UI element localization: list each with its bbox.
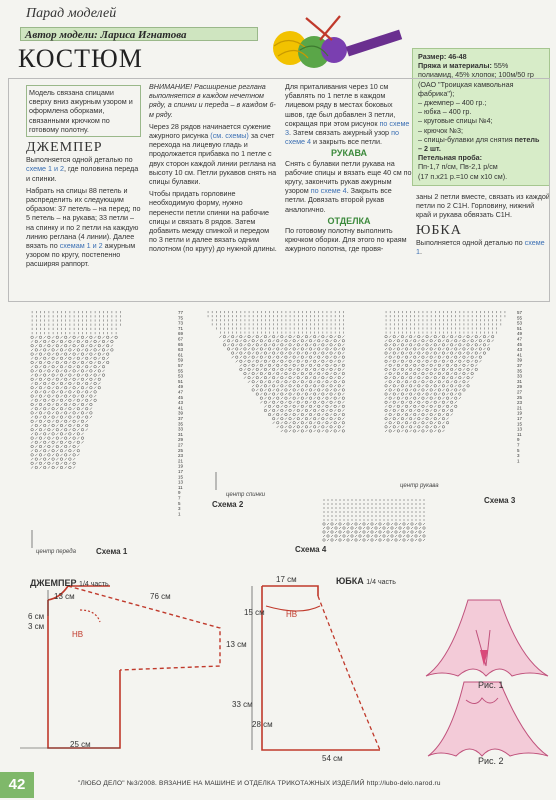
scheme-4-grid	[323, 499, 425, 541]
sleeve-heading: РУКАВА	[330, 148, 368, 159]
gauge-heading: Петельная проба:	[418, 153, 483, 163]
row-number: 53	[517, 320, 523, 326]
jumper-pattern-title: ДЖЕМПЕР 1/4 часть	[30, 578, 109, 588]
intro-text: Модель связана спицами сверху вниз ажурным узором и оформлена оборками, связанными крючком по готовому полотну.	[26, 85, 141, 137]
row-number: 31	[517, 378, 523, 384]
row-number: 21	[517, 405, 523, 411]
trim-heading: ОТДЕЛКА	[327, 215, 371, 226]
row-number: 71	[178, 325, 184, 331]
jumper-dim-76: 76 см	[150, 592, 171, 601]
row-number: 17	[517, 416, 523, 421]
row-number: 5	[517, 447, 520, 453]
scheme-2-note: центр спинки	[226, 492, 266, 498]
scheme-1-note: центр переда	[36, 549, 76, 555]
row-number: 39	[517, 357, 523, 363]
row-number: 37	[178, 416, 184, 421]
col2-p1: Через 28 рядов начинается сужение ажурного рисунка (см. схемы) за счет перехода на лицевую гладь и продолжается прибавка по 1 петле с двух сторон каждой линии реглана на высоту 10 см. Петли рукавов снять на спицы булавки.	[149, 121, 277, 187]
row-number: 77	[178, 310, 184, 315]
jumper-dim-6: 6 см	[28, 612, 45, 621]
col4-cont: заны 2 петли вместе, связать из каждой петли по 2 С1Н. Горловину, нижний край и рукава обвязать С1Н.	[416, 192, 550, 220]
materials-l5: – спицы-булавки для снятия петель – 2 шт.	[418, 134, 540, 154]
row-number: 23	[517, 400, 523, 406]
row-number: 51	[517, 325, 523, 331]
row-number: 57	[517, 310, 523, 315]
row-number: 33	[178, 426, 184, 432]
row-number: 29	[178, 437, 184, 443]
author-bar: Автор модели: Лариса Игнатова	[20, 27, 258, 41]
row-number: 27	[178, 442, 184, 448]
gauge-2: (17 п.х21 р.=10 см х10 см).	[418, 171, 508, 181]
scheme-3-label: Схема 3	[484, 496, 516, 505]
sleeve-text: Снять с булавки петли рукава на рабочие спицы и вязать еще 40 см по кругу, закончить рукав ажурным узором по схеме 4. Закрыть все петли. Довязать второй рукав аналогично.	[285, 158, 412, 214]
row-number: 47	[178, 389, 184, 395]
skirt-dim-33: 33 см	[232, 700, 253, 709]
row-number: 11	[517, 431, 522, 437]
row-number: 49	[517, 331, 523, 337]
scheme-1-label: Схема 1	[96, 547, 128, 556]
skirt-dim-28: 28 см	[252, 720, 273, 729]
jumper-p1: Выполняется одной деталью по схеме 1 и 2, где половина переда и спинки.	[26, 155, 139, 183]
materials-l4: – крючок №3;	[418, 125, 463, 135]
skirt-heading: ЮБКА	[416, 222, 462, 238]
skirt-hb: НВ	[286, 610, 298, 619]
row-number: 41	[178, 405, 184, 411]
skirt-text: Выполняется одной деталью по схеме 1.	[416, 237, 545, 257]
materials-l1: – джемпер – 400 гр.;	[418, 98, 487, 108]
size-line: Размер: 46-48	[418, 52, 467, 61]
row-number: 35	[517, 368, 523, 374]
row-number: 27	[517, 389, 523, 395]
row-number: 3	[178, 506, 181, 512]
row-number: 41	[517, 352, 523, 358]
row-number: 61	[178, 352, 184, 358]
jumper-dim-13v: 13 см	[226, 640, 247, 649]
row-number: 9	[178, 490, 181, 496]
skirt-dim-15: 15 см	[244, 608, 265, 617]
row-number: 29	[517, 384, 523, 390]
row-number: 17	[178, 469, 184, 474]
jumper-dim-13: 13 см	[54, 592, 75, 601]
row-number: 75	[178, 315, 184, 321]
scheme-2-label: Схема 2	[212, 500, 244, 509]
row-number: 31	[178, 431, 184, 437]
knitting-charts	[0, 300, 556, 560]
jumper-outline	[48, 600, 120, 748]
yarn-line: Пряжа и материалы: 55% полиамид, 45% хлопок; 100м/50 гр (ОАО "Троицкая камвольная фабрика");	[418, 61, 534, 98]
row-number: 1	[517, 458, 520, 464]
row-number: 3	[517, 453, 520, 459]
row-number: 13	[178, 479, 184, 485]
skirt-outline	[262, 586, 318, 596]
row-number: 15	[517, 421, 523, 427]
section-label: Парад моделей	[26, 6, 117, 21]
row-number: 15	[178, 474, 184, 480]
row-number: 23	[178, 453, 184, 459]
scheme-4-label: Схема 4	[295, 545, 327, 554]
row-number: 63	[178, 347, 184, 353]
row-number: 5	[178, 500, 181, 506]
row-number: 45	[178, 394, 184, 400]
row-number: 49	[178, 384, 184, 390]
row-number: 53	[178, 373, 184, 379]
yarn-illustration	[268, 10, 408, 70]
col3-p1: Для приталивания через 10 см убавлять по 1 петле в каждом лицевом ряду в местах боковых швов, где был добавлен 3 петли, сокращая при этом рисунок по схеме 3. Затем связать ажурный узор по схеме 4 и закрыть все петли.	[285, 82, 410, 147]
jumper-heading: ДЖЕМПЕР	[26, 140, 103, 156]
jumper-dim-25: 25 см	[70, 740, 91, 749]
materials-l3: – круговые спицы №4;	[418, 116, 493, 126]
row-number: 55	[517, 315, 523, 321]
skirt-dim-54: 54 см	[322, 754, 343, 763]
row-number: 67	[178, 336, 184, 342]
figure-1	[426, 600, 548, 676]
scheme-3-note: центр рукава	[400, 483, 439, 489]
scheme-2-grid	[208, 311, 345, 432]
row-number: 11	[178, 484, 183, 490]
trim-text: По готовому полотну выполнить крючком оборки. Для этого по краям ажурного полотна, где провя-	[285, 226, 407, 254]
row-number: 1	[178, 511, 181, 517]
jumper-dim-3: 3 см	[28, 622, 45, 631]
jumper-hb: НВ	[72, 630, 84, 639]
row-number: 25	[517, 394, 523, 400]
row-number: 55	[178, 368, 184, 374]
row-number: 25	[178, 447, 184, 453]
row-number: 47	[517, 336, 523, 342]
row-number: 9	[517, 437, 520, 443]
row-number: 7	[517, 442, 520, 448]
row-number: 43	[517, 347, 523, 353]
row-number: 65	[178, 341, 184, 347]
materials-l2: – юбка – 400 гр.	[418, 107, 472, 117]
row-number: 73	[178, 320, 184, 326]
text-frame	[8, 78, 550, 302]
scheme-1-grid	[31, 311, 120, 469]
row-number: 35	[178, 421, 184, 427]
gauge-1: Пп-1,7 п/см, Пв-2,1 р/см	[418, 162, 498, 172]
row-number: 59	[178, 357, 184, 363]
row-number: 51	[178, 378, 184, 384]
page-number: 42	[0, 772, 34, 798]
scheme-3-grid	[385, 311, 505, 432]
fig-2-label: Рис. 2	[478, 756, 504, 766]
row-number: 37	[517, 363, 523, 368]
footer-line: "ЛЮБО ДЕЛО" №3/2008. ВЯЗАНИЕ НА МАШИНЕ И ОТДЕЛКА ТРИКОТАЖНЫХ ИЗДЕЛИЙ http://lubo-delo.narod.ru	[78, 780, 441, 787]
row-number: 21	[178, 458, 184, 464]
row-number: 7	[178, 495, 181, 501]
row-number: 33	[517, 373, 523, 379]
row-number: 57	[178, 363, 184, 368]
figure-2	[428, 682, 548, 756]
row-number: 13	[517, 426, 523, 432]
row-number: 45	[517, 341, 523, 347]
row-number: 39	[178, 410, 184, 416]
row-number: 69	[178, 331, 184, 337]
row-number: 19	[178, 463, 184, 469]
row-number: 19	[517, 410, 523, 416]
jumper-p2: Набрать на спицы 88 петель и распределить их следующим образом: 37 петель – на перед; по 5 петель – на рукава; 33 петли – на спинку и по 2 петли на каждую линию реглана (4 линии). Далее вязать по схемам 1 и 2 ажурным узором по кругу, постепенно расширяя раппорт.	[26, 185, 141, 269]
attention-note: ВНИМАНИЕ! Расширение реглана выполняется в каждом нечетном ряду, а спинки и переда – в каждом 6-м ряду.	[149, 82, 276, 119]
skirt-pattern-title: ЮБКА 1/4 часть	[336, 576, 396, 586]
skirt-dim-17: 17 см	[276, 575, 297, 584]
page-title: КОСТЮМ	[18, 44, 143, 73]
col2-p2: Чтобы придать горловине необходимую форму, нужно перенести петли спинки на рабочие спицы и связать 8 рядов. Затем добавить между спинкой и передом по 3 петли и далее вязать одним полотном (по кругу) до нужной длины.	[149, 189, 277, 254]
row-number: 43	[178, 400, 184, 406]
fig-1-label: Рис. 1	[478, 680, 504, 690]
